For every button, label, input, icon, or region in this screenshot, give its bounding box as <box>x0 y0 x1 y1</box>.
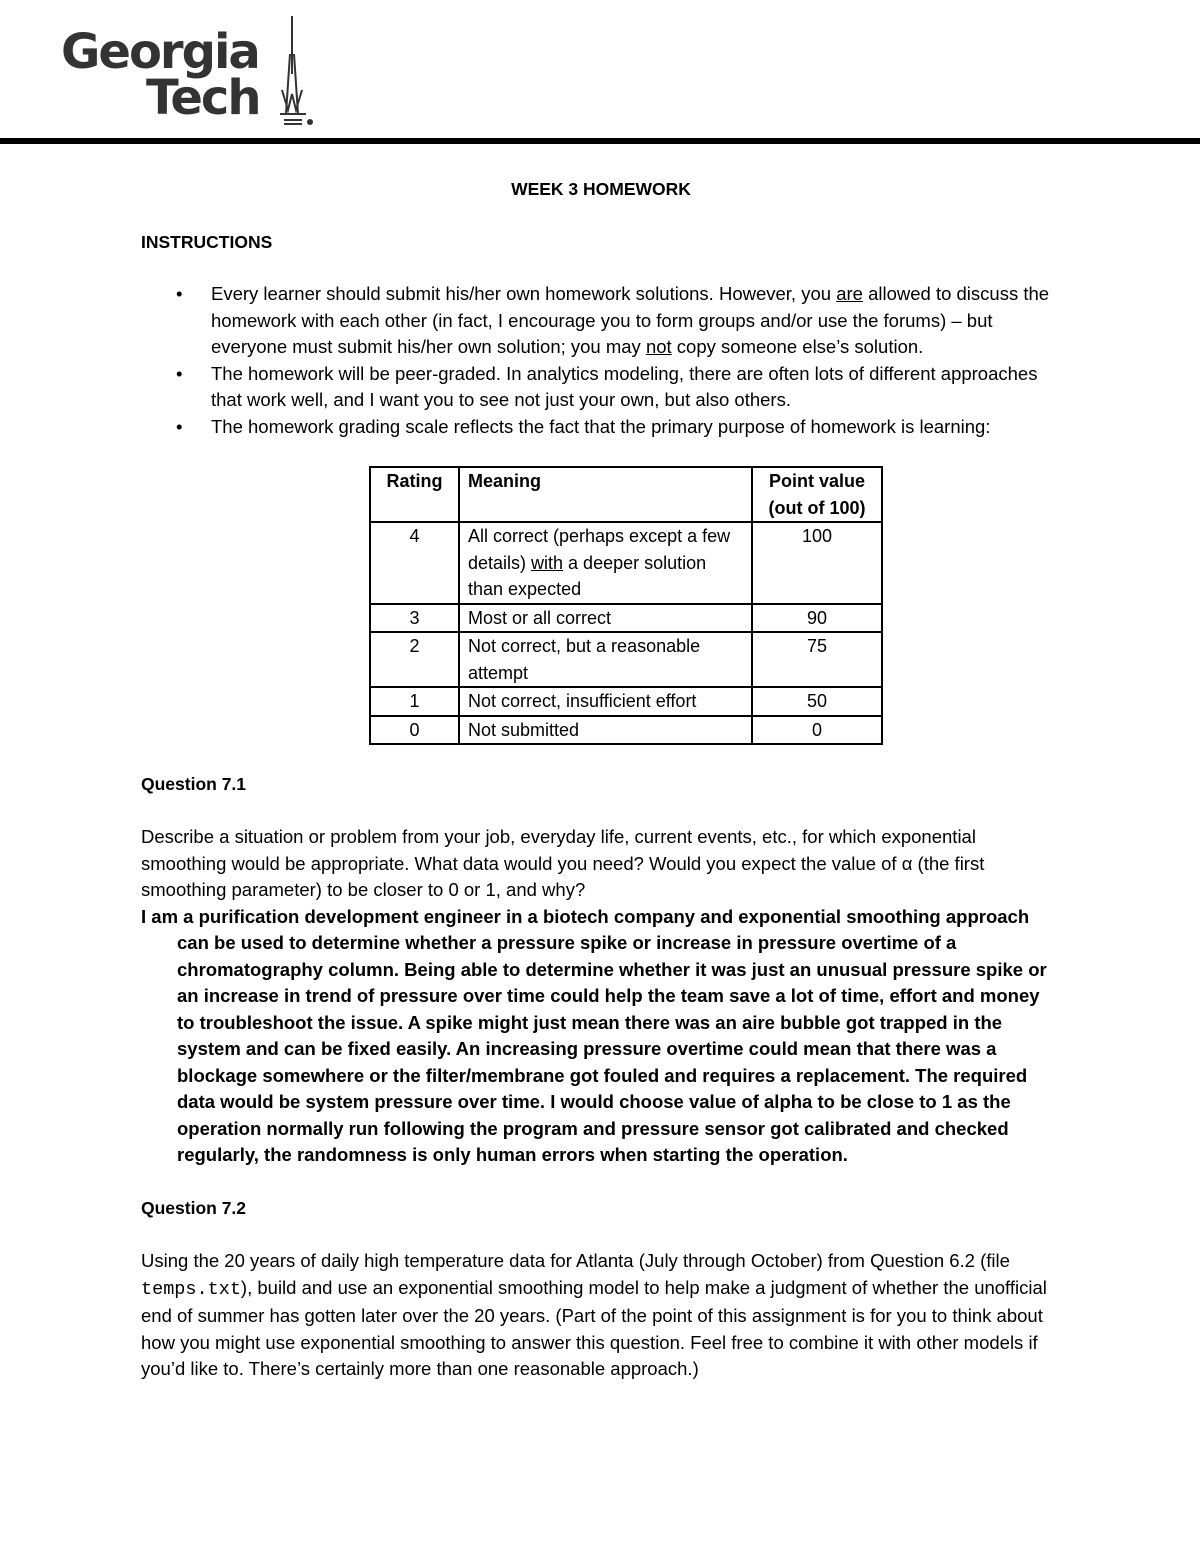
cell-meaning <box>459 522 752 604</box>
bullet1-text-a: Every learner should submit his/her own homework solutions. However, you <box>211 283 837 304</box>
header-divider <box>0 138 1200 144</box>
table-row <box>370 604 882 633</box>
cell-rating: 0 <box>370 716 459 745</box>
bullet2-text: The homework will be peer-graded. In analytics modeling, there are often lots of different approaches that work well, and I want you to see not just your own, but also others. <box>211 362 1038 410</box>
document-body <box>141 176 1061 1383</box>
header-points-line1: Point value <box>768 471 866 491</box>
meaning-underline-with: with <box>531 552 564 573</box>
list-item <box>141 361 1061 414</box>
header-points <box>752 467 882 522</box>
document-title: WEEK 3 HOMEWORK <box>511 179 691 199</box>
list-item <box>141 414 1061 441</box>
instructions-list <box>141 281 1061 440</box>
tech-tower-icon <box>278 14 322 128</box>
table-header-row <box>370 467 882 522</box>
q72-filename: temps.txt <box>141 1278 241 1300</box>
header-rating: Rating <box>370 467 459 522</box>
cell-rating: 4 <box>370 522 459 604</box>
bullet-dot: • <box>176 415 183 437</box>
cell-points: 100 <box>752 522 882 604</box>
table-row <box>370 687 882 716</box>
georgia-tech-logo <box>58 14 328 130</box>
cell-meaning: Not correct, insufficient effort <box>459 687 752 716</box>
question-7-1-heading: Question 7.1 <box>141 774 247 794</box>
q72-text-b: ), build and use an exponential smoothing model to help make a judgment of whether the unofficial end of summer has gotten later over the 20 years. (Part of the point of this assignment is for you to think about how you might use exponential smoothing to answer this question. Feel free to combine it with other models if you’d like to. There’s certainly more than one reasonable approach.) <box>141 1276 1047 1379</box>
table-row <box>370 522 882 604</box>
header-points-line2: (out of 100) <box>768 497 866 518</box>
cell-points: 75 <box>752 632 882 687</box>
cell-meaning: Most or all correct <box>459 604 752 633</box>
meaning-text-a: All correct (perhaps except a few details) <box>468 526 731 573</box>
table-row <box>370 716 882 745</box>
cell-rating: 1 <box>370 687 459 716</box>
logo-tech-text: Tech <box>146 70 260 126</box>
bullet1-underline-not: not <box>645 336 672 357</box>
question-7-2-heading: Question 7.2 <box>141 1198 247 1218</box>
logo-georgia-text: Georgia <box>61 24 259 80</box>
meaning-text-b: a deeper solution than expected <box>468 552 707 599</box>
bullet1-underline-are: are <box>836 283 863 304</box>
header-meaning: Meaning <box>459 467 752 522</box>
cell-rating: 2 <box>370 632 459 687</box>
instructions-heading: INSTRUCTIONS <box>141 231 273 252</box>
cell-meaning: Not submitted <box>459 716 752 745</box>
question-7-1-prompt: Describe a situation or problem from your job, everyday life, current events, etc., for which exponential smoothing would be appropriate. What data would you need? Would you expect the value of α (the first smoothing parameter) to be closer to 0 or 1, and why? <box>141 826 985 900</box>
bullet-dot: • <box>176 283 183 304</box>
cell-points: 50 <box>752 687 882 716</box>
cell-meaning: Not correct, but a reasonable attempt <box>459 632 752 687</box>
question-7-1-answer: I am a purification development engineer in a biotech company and exponential smoothing approach can be used to determine whether a pressure spike or increase in pressure overtime of a chromatography column. Being able to determine whether it was just an unusual pressure spike or an increase in trend of pressure over time could help the team save a lot of time, effort and money to troubleshoot the issue. A spike might just mean there was an aire bubble got trapped in the system and can be fixed easily. An increasing pressure overtime could mean that there was a blockage somewhere or the filter/membrane got fouled and requires a replacement. The required data would be system pressure over time. I would choose value of alpha to be close to 1 as the operation normally run following the program and pressure sensor got calibrated and checked regularly, the randomness is only human errors when starting the operation. <box>141 905 1047 1165</box>
question-7-2-prompt <box>141 1248 1061 1383</box>
q72-text-a: Using the 20 years of daily high temperature data for Atlanta (July through October) from Question 6.2 (file <box>141 1250 1010 1271</box>
list-item <box>141 281 1061 361</box>
grading-table <box>369 466 883 745</box>
bullet3-text: The homework grading scale reflects the fact that the primary purpose of homework is learning: <box>211 415 991 437</box>
table-row <box>370 632 882 687</box>
bullet-dot: • <box>176 362 183 384</box>
cell-points: 0 <box>752 716 882 745</box>
bullet1-text-b: allowed to discuss the homework with each other (in fact, I encourage you to form groups and/or use the forums) – but everyone must submit his/her own solution; you may <box>211 283 1050 357</box>
cell-points: 90 <box>752 604 882 633</box>
cell-rating: 3 <box>370 604 459 633</box>
bullet1-text-c: copy someone else’s solution. <box>671 336 924 357</box>
